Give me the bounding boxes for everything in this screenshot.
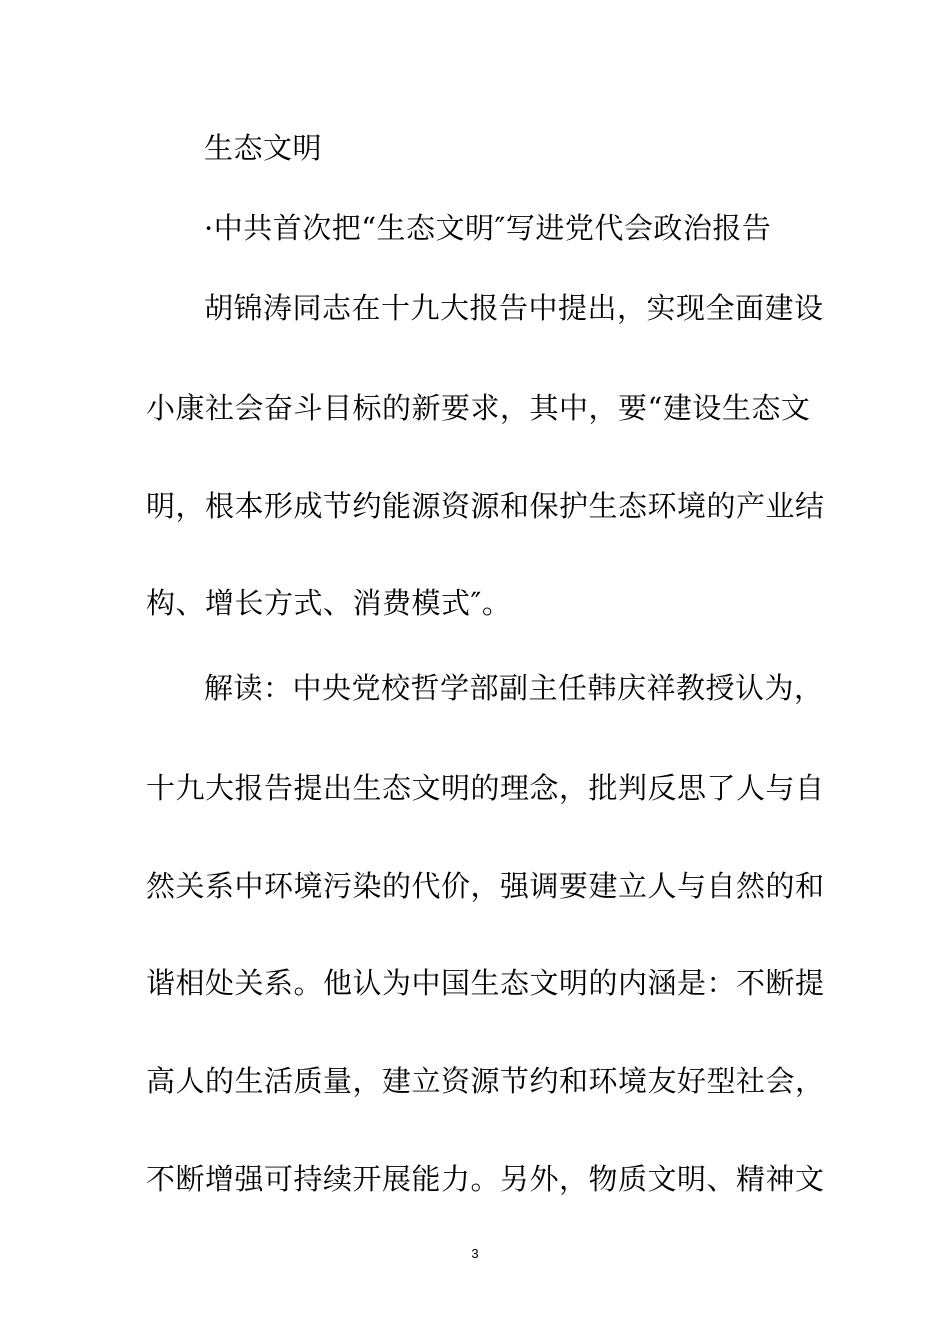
paragraph-2-line-1: 解读：中央党校哲学部副主任韩庆祥教授认为， [204,671,824,705]
paragraph-1-line-2: 小康社会奋斗目标的新要求，其中，要“建设生态文 [146,391,811,425]
section-heading: 生态文明 [204,131,323,165]
paragraph-2-line-5: 高人的生活质量，建立资源节约和环境友好型社会， [146,1064,825,1098]
paragraph-2-line-6: 不断增强可持续开展能力。另外，物质文明、精神文 [146,1162,825,1196]
bullet-subheading: ·中共首次把“生态文明″写进党代会政治报告 [204,211,772,245]
paragraph-1-line-4: 构、增长方式、消费模式″。 [146,586,512,620]
paragraph-2-line-3: 然关系中环境污染的代价，强调要建立人与自然的和 [146,869,825,903]
paragraph-1-line-3: 明，根本形成节约能源资源和保护生态环境的产业结 [146,489,825,523]
paragraph-2-line-2: 十九大报告提出生态文明的理念，批判反思了人与自 [146,771,825,805]
paragraph-2-line-4: 谐相处关系。他认为中国生态文明的内涵是：不断提 [146,966,825,1000]
paragraph-1-line-1: 胡锦涛同志在十九大报告中提出，实现全面建设 [204,291,824,325]
page-number: 3 [471,1246,479,1261]
